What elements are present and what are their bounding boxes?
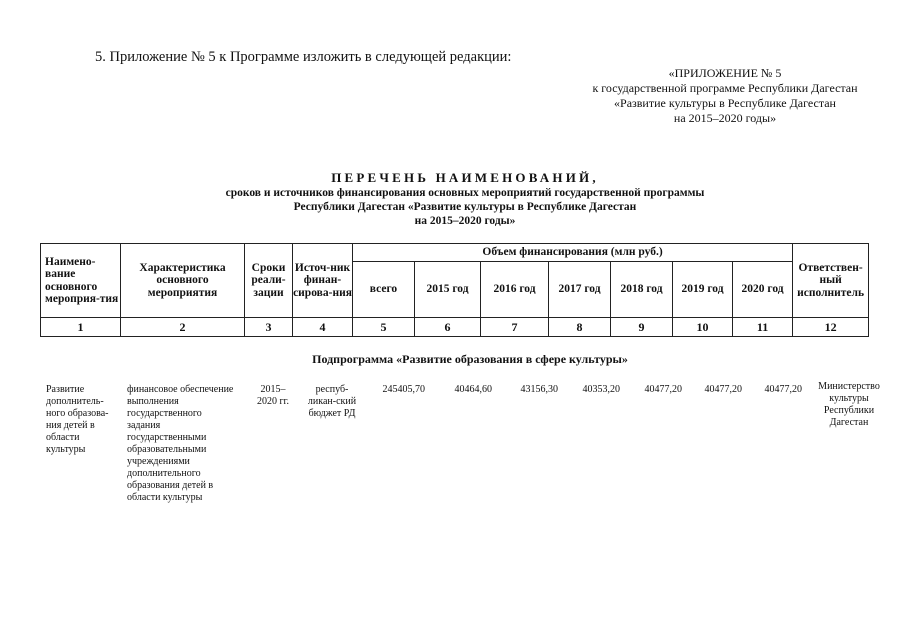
row-2020: 40477,20 bbox=[764, 384, 802, 395]
column-number: 2 bbox=[121, 318, 245, 337]
header-volume: Объем финансирования (млн руб.) bbox=[353, 244, 793, 262]
column-number: 10 bbox=[673, 318, 733, 337]
row-total: 245405,70 bbox=[382, 384, 425, 395]
title-line-3: Республики Дагестан «Развитие культуры в Республике Дагестан bbox=[293, 201, 637, 213]
header-2015: 2015 год bbox=[415, 262, 481, 318]
row-2018: 40477,20 bbox=[644, 384, 682, 395]
column-number: 7 bbox=[481, 318, 549, 337]
appendix-line: к государственной программе Республики Дагестан bbox=[592, 81, 858, 95]
header-characteristic: Характеристика основного мероприятия bbox=[121, 244, 245, 318]
column-number: 6 bbox=[415, 318, 481, 337]
row-2016: 43156,30 bbox=[520, 384, 558, 395]
row-source: респуб-ликан-ский бюджет РД bbox=[307, 384, 357, 419]
document-title bbox=[40, 170, 890, 228]
header-executor: Ответствен-ный исполнитель bbox=[793, 244, 869, 318]
row-name: Развитие дополнитель-ного образова-ния детей в области культуры bbox=[46, 384, 109, 455]
row-2017: 40353,20 bbox=[582, 384, 620, 395]
header-2020: 2020 год bbox=[733, 262, 793, 318]
title-line-1: ПЕРЕЧЕНЬ НАИМЕНОВАНИЙ, bbox=[331, 170, 599, 185]
row-characteristic: финансовое обеспечение выполнения государственного задания государственными образовательными учреждениями дополнительного образования детей в области культуры bbox=[127, 384, 234, 503]
column-number: 9 bbox=[611, 318, 673, 337]
header-total: всего bbox=[353, 262, 415, 318]
header-name: Наимено-вание основного мероприя-тия bbox=[41, 244, 121, 318]
header-2019: 2019 год bbox=[673, 262, 733, 318]
title-line-4: на 2015–2020 годы» bbox=[414, 215, 516, 227]
column-number: 8 bbox=[549, 318, 611, 337]
header-2018: 2018 год bbox=[611, 262, 673, 318]
column-number: 11 bbox=[733, 318, 793, 337]
row-2019: 40477,20 bbox=[704, 384, 742, 395]
row-2015: 40464,60 bbox=[454, 384, 492, 395]
appendix-line: «Развитие культуры в Республике Дагестан bbox=[614, 96, 836, 110]
column-number: 4 bbox=[293, 318, 353, 337]
header-2017: 2017 год bbox=[549, 262, 611, 318]
header-2016: 2016 год bbox=[481, 262, 549, 318]
column-number: 3 bbox=[245, 318, 293, 337]
column-number: 12 bbox=[793, 318, 869, 337]
row-executor: Министерство культуры Республики Дагестан bbox=[818, 381, 880, 428]
financing-table-header bbox=[40, 243, 869, 337]
header-source: Источ-ник финан-сирова-ния bbox=[293, 244, 353, 318]
header-terms: Сроки реали-зации bbox=[245, 244, 293, 318]
column-number: 1 bbox=[41, 318, 121, 337]
subprogram-title: Подпрограмма «Развитие образования в сфере культуры» bbox=[312, 352, 628, 366]
appendix-line: «ПРИЛОЖЕНИЕ № 5 bbox=[668, 66, 782, 80]
column-number: 5 bbox=[353, 318, 415, 337]
intro-text: 5. Приложение № 5 к Программе изложить в следующей редакции: bbox=[95, 49, 512, 65]
row-terms: 2015– 2020 гг. bbox=[256, 384, 290, 407]
appendix-line: на 2015–2020 годы» bbox=[673, 111, 777, 125]
appendix-heading bbox=[560, 66, 890, 126]
title-line-2: сроков и источников финансирования основных мероприятий государственной программы bbox=[225, 187, 705, 199]
